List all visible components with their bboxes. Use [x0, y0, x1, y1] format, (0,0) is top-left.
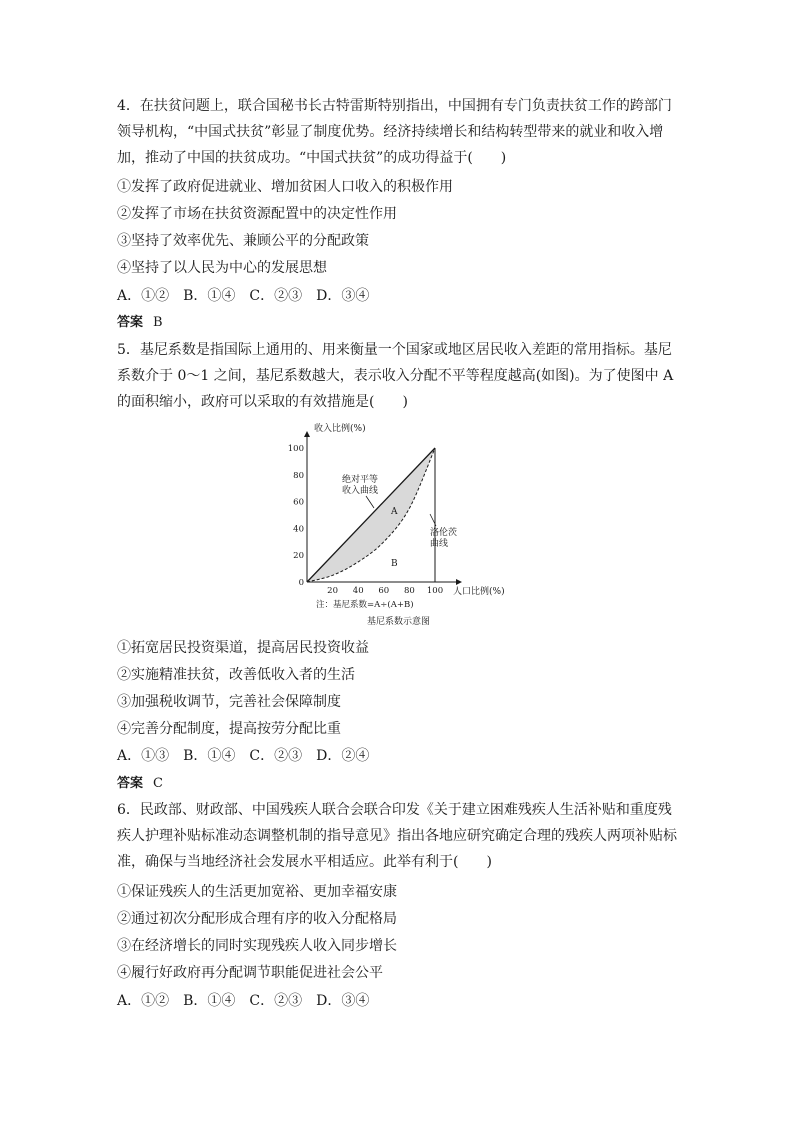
q5-choices: A．①③ B．①④ C．②③ D．②④: [117, 748, 370, 764]
equality-label-line1: 绝对平等: [342, 475, 379, 485]
x-tick-label: 100: [426, 586, 444, 596]
q6-option-3: ③在经济增长的同时实现残疾人收入同步增长: [117, 938, 397, 954]
y-tick-label: 20: [293, 551, 304, 562]
chart-caption: 基尼系数示意图: [367, 617, 431, 627]
x-tick-label: 80: [403, 586, 415, 596]
chart-note: 注：基尼系数=A÷(A+B): [316, 600, 414, 610]
y-tick-label: 80: [293, 470, 304, 481]
q5-answer: [117, 774, 163, 794]
q6-option-1: ①保证残疾人的生活更加宽裕、更加幸福安康: [117, 884, 397, 900]
y-tick-label: 60: [293, 497, 304, 508]
q4-answer: [117, 313, 163, 333]
equality-line: [307, 448, 435, 582]
gini-chart: [270, 420, 530, 630]
q5-option-4: ④完善分配制度，提高按劳分配比重: [117, 721, 341, 737]
q4-stem: 4．在扶贫问题上，联合国秘书长古特雷斯特别指出，中国拥有专门负责扶贫工作的跨部门领导机构，“中国式扶贫”彰显了制度优势。经济持续增长和结构转型带来的就业和收入增加，推动了中国的扶贫成功。“中国式扶贫”的成功得益于( ): [117, 98, 672, 166]
x-tick-labels: [327, 586, 443, 596]
q4-option-4: ④坚持了以人民为中心的发展思想: [117, 260, 327, 276]
x-tick-label: 20: [327, 586, 339, 596]
q4-answer-label: 答案: [117, 315, 144, 330]
q6-option-4: ④履行好政府再分配调节职能促进社会公平: [117, 965, 383, 981]
q5-answer-value: C: [153, 776, 163, 791]
lorenz-label-line1: 洛伦茨: [430, 528, 458, 538]
x-axis-label: 人口比例(%): [453, 587, 505, 597]
lorenz-label-line2: 曲线: [430, 539, 449, 549]
y-tick-labels: [288, 444, 304, 588]
region-b-label: B: [391, 559, 398, 569]
q5-answer-label: 答案: [117, 776, 144, 791]
q4-answer-value: B: [153, 315, 163, 330]
y-tick-label: 0: [298, 578, 304, 588]
y-axis-label: 收入比例(%): [314, 424, 366, 434]
q5-option-3: ③加强税收调节，完善社会保障制度: [117, 694, 341, 710]
q6-stem: 6．民政部、财政部、中国残疾人联合会联合印发《关于建立困难残疾人生活补贴和重度残疾人护理补贴标准动态调整机制的指导意见》指出各地应研究确定合理的残疾人两项补贴标准，确保与当地经济社会发展水平相适应。此举有利于( ): [117, 802, 677, 870]
q5-stem: 5．基尼系数是指国际上通用的、用来衡量一个国家或地区居民收入差距的常用指标。基尼系数介于 0～1 之间，基尼系数越大，表示收入分配不平等程度越高(如图)。为了使图中 A 的面积缩小，政府可以采取的有效措施是( ): [117, 342, 674, 410]
q4-option-1: ①发挥了政府促进就业、增加贫困人口收入的积极作用: [117, 179, 453, 195]
q4-choices: A．①② B．①④ C．②③ D．③④: [117, 288, 370, 304]
y-tick-label: 40: [293, 524, 304, 535]
x-tick-label: 40: [352, 586, 364, 596]
x-tick-label: 60: [378, 586, 390, 596]
q6-option-2: ②通过初次分配形成合理有序的收入分配格局: [117, 911, 397, 927]
q6-choices: A．①② B．①④ C．②③ D．③④: [117, 993, 370, 1009]
q5-option-2: ②实施精准扶贫，改善低收入者的生活: [117, 667, 355, 683]
q4-option-2: ②发挥了市场在扶贫资源配置中的决定性作用: [117, 206, 397, 222]
region-a-label: A: [391, 507, 398, 517]
q5-option-1: ①拓宽居民投资渠道，提高居民投资收益: [117, 640, 369, 656]
equality-label-pointer: [366, 496, 374, 508]
equality-label-line2: 收入曲线: [342, 486, 379, 496]
y-tick-label: 100: [287, 444, 304, 454]
q4-option-3: ③坚持了效率优先、兼顾公平的分配政策: [117, 233, 369, 249]
